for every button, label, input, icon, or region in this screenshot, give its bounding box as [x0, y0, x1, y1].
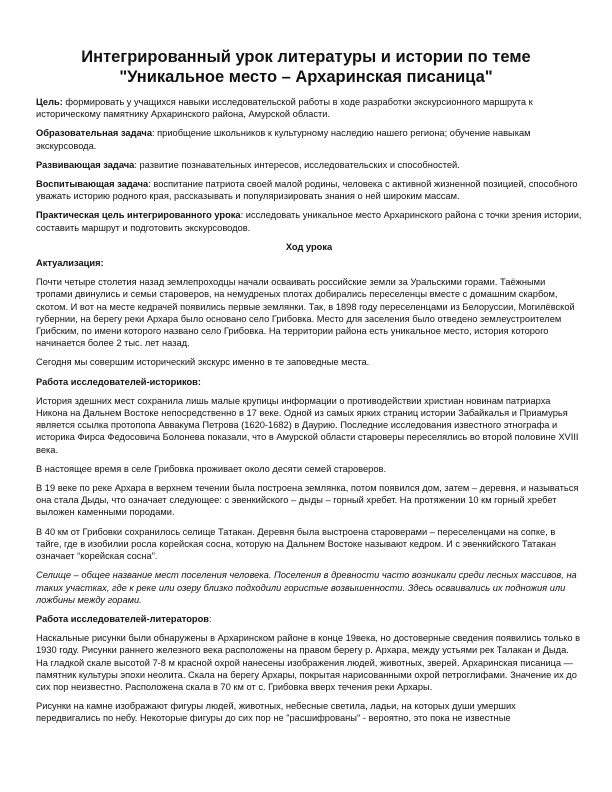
actualization-heading	[36, 257, 582, 269]
educational-task-paragraph	[36, 127, 582, 151]
goal-label: Цель:	[36, 97, 63, 107]
upbringing-task-label: Воспитывающая задача	[36, 179, 149, 190]
historians-heading-text: Работа исследователей-историков:	[36, 376, 201, 387]
developing-task-paragraph	[36, 159, 582, 171]
actualization-heading-text: Актуализация:	[36, 258, 104, 269]
lesson-heading	[36, 241, 582, 253]
actualization-paragraph-2: Сегодня мы совершим исторический экскурс именно в те заповедные места.	[36, 357, 370, 368]
lesson-heading-text: Ход урока	[285, 241, 333, 252]
literators-heading	[36, 613, 582, 625]
historians-paragraph-5	[36, 569, 582, 606]
historians-paragraph-4: В 40 км от Грибовки сохранилось селище Татакан. Деревня была выстроена староверами – переселенцами на сопке, в тайге, где в изобилии росла корейская сосна, которую на Дальнем Востоке называют кедром. И с эвенкийского Татакан означает “корейская сосна”.	[36, 526, 556, 562]
goal-text: формировать у учащихся навыки исследовательской работы в ходе разработки экскурсионного маршрута к историческому памятнику Архаринского района, Амурской области.	[36, 97, 533, 120]
educational-task-text: : приобщение школьников к культурному наследию нашего региона; обучение навыкам экскурсовода.	[36, 128, 531, 151]
actualization-paragraph-1: Почти четыре столетия назад землепроходцы начали осваивать российские земли за Уральскими горами. Таёжными тропами двинулись и семьи староверов, на немудреных плотах добирались переселенцы вместе с домашним скарбом, скотом. И вот на месте кедрачей появились первые землянки. Так, в 1898 году переселенцами из Белоруссии, Могилёвской губернии, на берегу реки Архара было основано село Грибовка. Место для заселения было отведено землеустроителем Грибским, по имени которого названо село Грибовка. На территории района есть уникальное место, история которого начинается более 2 тыс. лет назад.	[36, 277, 575, 349]
historians-paragraph-3: В 19 веке по реке Архара в верхнем течении была построена землянка, потом появился дом, затем – деревня, и называться она стала Дыды, что означает следующее: с эвенкийского – дыды – горный хребет. На протяжении 10 км горный хребет выложен каменными породами.	[36, 483, 579, 518]
developing-task-text: : развитие познавательных интересов, исследовательских и способностей.	[134, 159, 460, 170]
literators-heading-text: Работа исследователей-литераторов	[36, 613, 209, 624]
literators-heading-suffix: :	[208, 613, 212, 624]
developing-task-label: Развивающая задача	[36, 159, 135, 170]
practical-goal-text: : исследовать уникальное место Архаринского района с точки зрения истории, составить маршрут и подготовить экскурсоводов.	[36, 210, 582, 233]
literators-paragraph-1: Наскальные рисунки были обнаружены в Архаринском районе в конце 19века, но достоверные сведения появились только в 1930 году. Рисунки раннего железного века расположены на правом берегу р. Архара, между устьями рек Талакан и Дыда. На гладкой скале высотой 7-8 м красной охрой нанесены изображения людей, животных, зверей. Архаринская писаница — памятник культуры эпохи неолита. Скала на берегу Архары, покрытая нарисованными охрой петроглифами. Значение их до сих пор неизвестно. Расположена скала в 70 км от с. Грибовка вверх течения реки Архары.	[36, 633, 581, 692]
settlement-definition: Селище – общее название мест поселения человека. Поселения в древности часто возникали среди лесных массивов, на таких участках, где к реке или озеру близко подходили гористые возвышенности. Здесь осваивались их подножия или ложбины между горами.	[36, 570, 577, 605]
upbringing-task-paragraph	[36, 178, 582, 202]
document-body	[36, 96, 582, 732]
upbringing-task-text: : воспитание патриота своей малой родины, человека с активной жизненной позицией, способного уважать историю родного края, рассказывать и популяризировать знания о ней широким массам.	[36, 179, 578, 202]
historians-paragraph-1: История здешних мест сохранила лишь малые крупицы информации о противодействии христиан новинам патриарха Никона на Дальнем Востоке непосредственно в 17 веке. Одной из самых ярких страниц истории Забайкалья и Приамурья является ссылка протопопа Аввакума Петрова (1620-1682) в Даурию. Последние исследования известного этнографа и историка Фирса Федосовича Болонева показали, что в Амурской области староверы переселялись во второй половине XVIII века.	[36, 395, 579, 455]
historians-heading	[36, 376, 582, 388]
educational-task-label: Образовательная задача	[36, 128, 152, 139]
practical-goal-label: Практическая цель интегрированного урока	[36, 210, 241, 221]
document-title	[20, 47, 592, 87]
literators-paragraph-2: Рисунки на камне изображают фигуры людей, животных, небесные светила, ладьи, на которых души умерших передвигались по небу. Некоторые фигуры до сих пор не "расшифрованы" - вероятно, это пока не известные	[36, 701, 516, 724]
goal-paragraph	[36, 96, 582, 120]
title-line-1: Интегрированный урок литературы и истории по теме	[81, 48, 531, 66]
historians-paragraph-2: В настоящее время в селе Грибовка проживает около десяти семей староверов.	[36, 463, 387, 474]
title-line-2: "Уникальное место – Архаринская писаница"	[119, 68, 493, 86]
practical-goal-paragraph	[36, 209, 582, 233]
